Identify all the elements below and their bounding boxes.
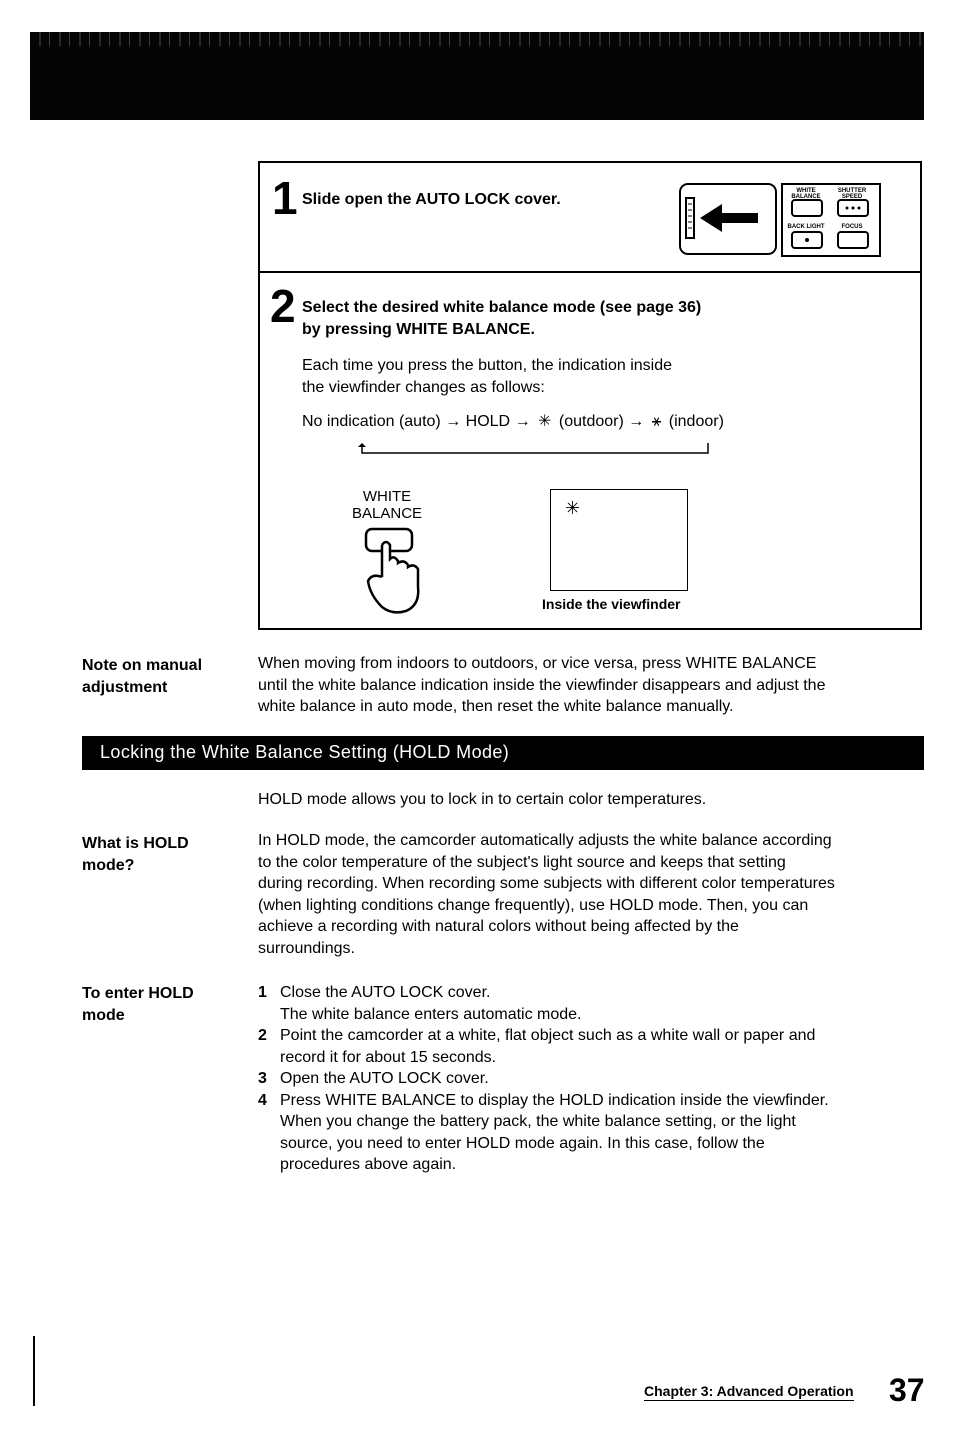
note-text: When moving from indoors to outdoors, or vice versa, press WHITE BALANCE until the white balance indication inside the viewfinder disappears and adjust the white balance in auto mode, then reset the white balance manually. (258, 655, 826, 715)
what-is-hold-text: In HOLD mode, the camcorder automatically adjusts the white balance according to the color temperature of the subject's light source and keeps that setting during recording. When recording some subjects with different color temperatures (when lighting conditions change frequently), use HOLD mode. Then, you can achieve a recording with natural colors without being affected by the surroundings. (258, 832, 835, 957)
cover-label-white-balance: WHITE BALANCE (791, 188, 821, 200)
finger-press-icon (358, 525, 430, 615)
step-2-instruction-line1: Select the desired white balance mode (see page 36) (302, 299, 702, 316)
sequence-outdoor: (outdoor) (558, 413, 624, 430)
steps-box (258, 161, 922, 630)
arrow-icon: → (628, 413, 645, 430)
step-1-instruction: Slide open the AUTO LOCK cover. (302, 191, 561, 208)
sequence-hold: HOLD (465, 413, 511, 430)
step-2-instruction-line2: by pressing WHITE BALANCE. (302, 321, 535, 338)
arrow-icon: → (514, 413, 531, 430)
footer-chapter: Chapter 3: Advanced Operation (644, 1383, 854, 1399)
list-item: 2 Point the camcorder at a white, flat object such as a white wall or paper and (258, 1027, 816, 1044)
bulb-icon: ⚹ (651, 413, 662, 430)
list-item: record it for about 15 seconds. (280, 1048, 497, 1066)
margin-rule (33, 1336, 35, 1406)
list-item: procedures above again. (280, 1156, 457, 1173)
step-2-desc-line2: the viewfinder changes as follows: (302, 379, 545, 396)
list-item: source, you need to enter HOLD mode again. In this case, follow the (280, 1134, 765, 1152)
arrow-icon: → (445, 413, 462, 430)
step-2-desc-line1: Each time you press the button, the indication inside (302, 357, 672, 374)
section-title: Locking the White Balance Setting (HOLD Mode) (100, 742, 510, 762)
sequence-auto: No indication (auto) (302, 413, 441, 430)
step-1-number: 1 (272, 172, 298, 224)
white-balance-button-label: WHITE BALANCE (352, 488, 423, 522)
list-item: 4 Press WHITE BALANCE to display the HOLD indication inside the viewfinder. (258, 1091, 829, 1109)
to-enter-hold-label: To enter HOLD mode (82, 985, 194, 1024)
note-label: Note on manual adjustment (82, 657, 203, 696)
cover-label-back-light: BACK LIGHT (787, 224, 825, 230)
return-arrow (358, 443, 710, 455)
list-item: 1 Close the AUTO LOCK cover. (258, 984, 491, 1001)
header-band (30, 32, 924, 120)
step-divider (260, 271, 920, 273)
viewfinder-caption: Inside the viewfinder (542, 596, 681, 612)
cover-label-focus: FOCUS (841, 224, 863, 230)
page-number: 37 (889, 1372, 925, 1408)
sun-icon: ✳ (538, 413, 552, 430)
mode-sequence (302, 411, 822, 433)
section-heading-bar (82, 736, 924, 770)
what-is-hold-label: What is HOLD mode? (82, 835, 189, 874)
list-item: 3 Open the AUTO LOCK cover. (258, 1070, 489, 1087)
intro-text: HOLD mode allows you to lock in to certain color temperatures. (258, 791, 707, 808)
hold-procedure-list (258, 982, 926, 1176)
list-item: The white balance enters automatic mode. (280, 1005, 582, 1023)
step-2-number: 2 (270, 280, 296, 332)
sun-icon: ✳ (565, 498, 581, 518)
viewfinder-display (550, 489, 688, 591)
cover-label-shutter-speed: SHUTTER SPEED (837, 188, 867, 200)
sequence-indoor: (indoor) (668, 413, 724, 430)
list-item: When you change the battery pack, the white balance setting, or the light (280, 1113, 796, 1130)
